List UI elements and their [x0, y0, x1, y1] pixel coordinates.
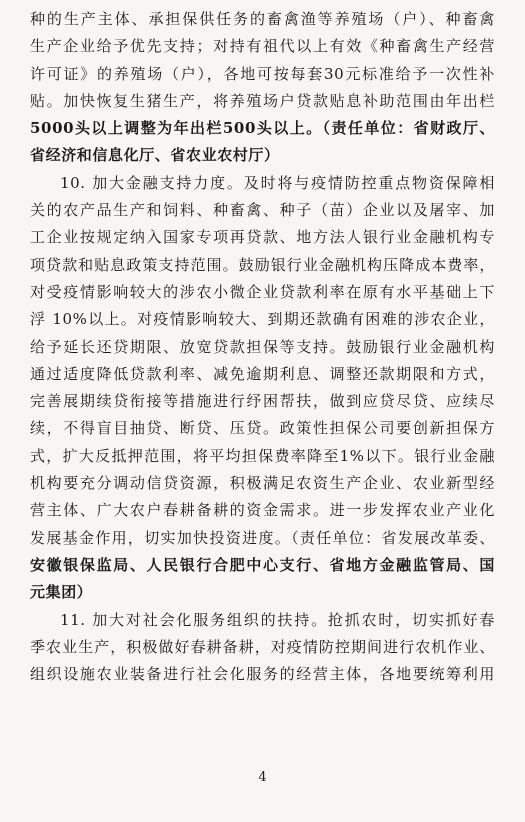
body-line: 式，扩大反抵押范围，将平均担保费率降至1%以下。银行业金融 — [30, 446, 495, 465]
body-line: 许可证》的养殖场（户），各地可按每套30元标准给予一次性补 — [30, 64, 495, 83]
body-line: 组织设施农业装备进行社会化服务的经营主体，各地要统筹利用 — [30, 665, 495, 684]
body-line: 生产企业给予优先支持；对持有祖代以上有效《种畜禽生产经营 — [30, 37, 495, 56]
body-line: 省经济和信息化厅、省农业农村厅） — [30, 146, 280, 165]
body-line: 发展基金作用，切实加快投资进度。（责任单位：省发展改革委、 — [30, 528, 495, 547]
body-line: 工企业按规定纳入国家专项再贷款、地方法人银行业金融机构专 — [30, 228, 495, 247]
body-line: 元集团） — [30, 583, 93, 602]
body-line: 对受疫情影响较大的涉农小微企业贷款利率在原有水平基础上下 — [30, 282, 495, 301]
body-line: 季农业生产，积极做好春耕备耕，对疫情防控期间进行农机作业、 — [30, 637, 495, 656]
body-line: 通过适度降低贷款利率、减免逾期利息、调整还款期限和方式， — [30, 364, 495, 383]
body-line: 续，不得盲目抽贷、断贷、压贷。政策性担保公司要创新担保方 — [30, 419, 495, 438]
body-line: 关的农产品生产和饲料、种畜禽、种子（苗）企业以及屠宰、加 — [30, 201, 495, 220]
section-heading-line: 11. 加大对社会化服务组织的扶持。抢抓农时，切实抓好春 — [60, 610, 495, 629]
body-line: 给予延长还贷期限、放宽贷款担保等支持。鼓励银行业金融机构 — [30, 337, 495, 356]
body-line: 贴。加快恢复生猪生产，将养殖场户贷款贴息补助范围由年出栏 — [30, 91, 495, 110]
body-line: 机构要充分调动信贷资源，积极满足农资生产企业、农业新型经 — [30, 474, 495, 493]
body-line: 种的生产主体、承担保供任务的畜禽渔等养殖场（户）、种畜禽 — [30, 10, 495, 28]
section-heading-line: 10. 加大金融支持力度。及时将与疫情防控重点物资保障相 — [60, 173, 495, 192]
body-line: 浮 10%以上。对疫情影响较大、到期还款确有困难的涉农企业， — [30, 310, 495, 329]
page-number: 4 — [258, 770, 267, 785]
body-line: 项贷款和贴息政策支持范围。鼓励银行业金融机构压降成本费率， — [30, 255, 495, 274]
body-line: 营主体、广大农户春耕备耕的资金需求。进一步发挥农业产业化 — [30, 501, 495, 520]
body-line: 安徽银保监局、人民银行合肥中心支行、省地方金融监管局、国 — [30, 555, 495, 574]
body-line: 5000头以上调整为年出栏500头以上。（责任单位：省财政厅、 — [30, 119, 495, 138]
body-line: 完善展期续贷衔接等措施进行纾困帮扶，做到应贷尽贷、应续尽 — [30, 392, 495, 411]
